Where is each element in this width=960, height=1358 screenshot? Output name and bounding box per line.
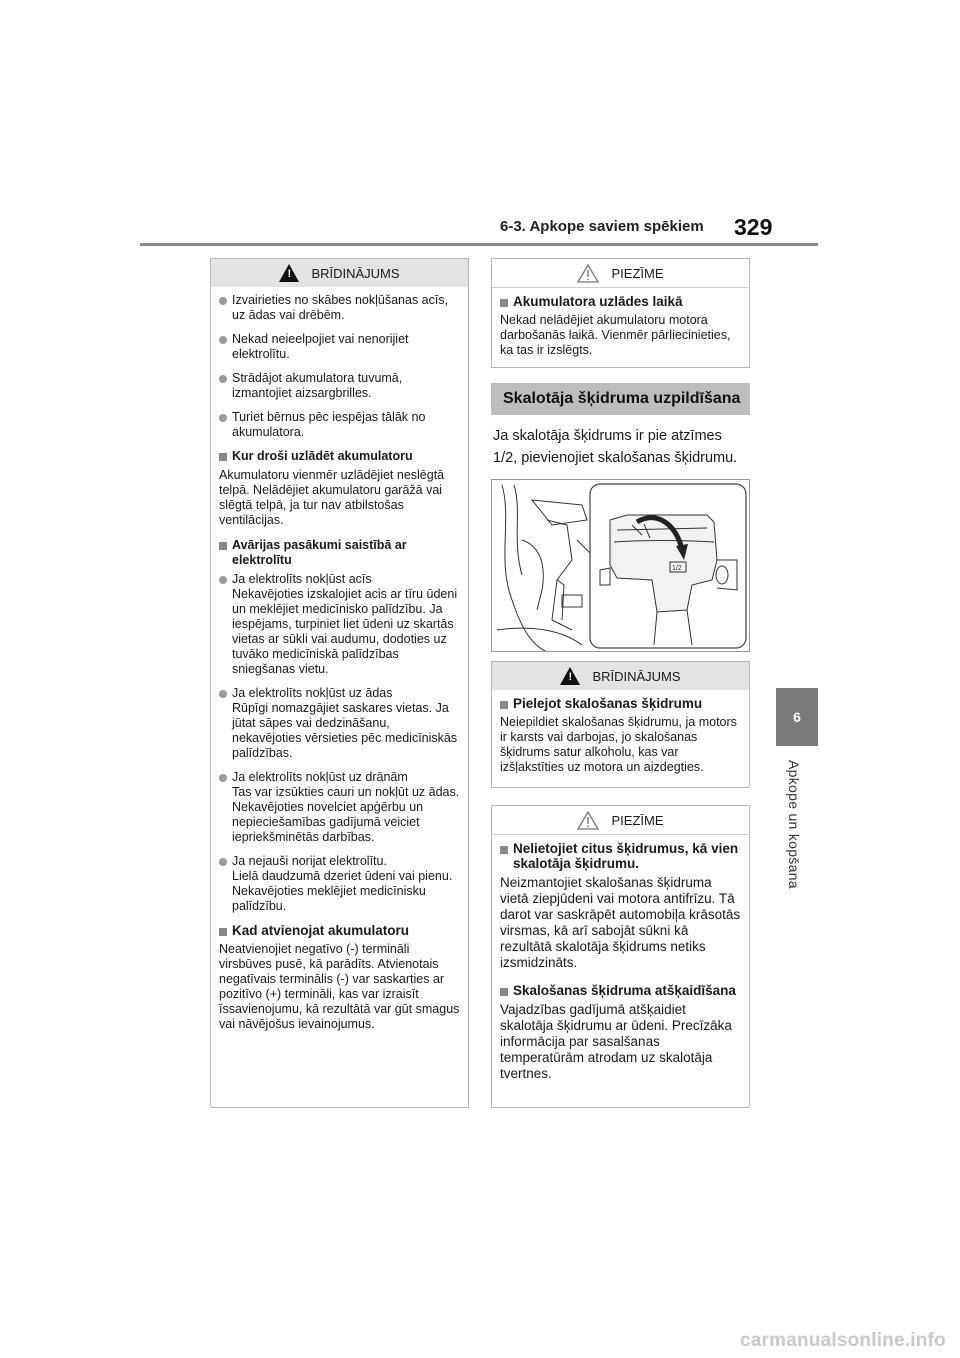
caution-icon: [577, 264, 599, 283]
bullet-icon: [219, 375, 227, 383]
svg-text:1/2: 1/2: [672, 565, 682, 572]
chapter-tab: [776, 688, 818, 746]
square-bullet-icon: [219, 542, 227, 550]
bullet-icon: [219, 690, 227, 698]
paragraph: Vajadzības gadījumā atšķaidiet skalotāja šķidrumu ar ūdeni. Precīzāka informācija par sasalšanas temperatūrām atrodam uz skalotāja tvertnes.: [500, 1002, 732, 1081]
note-title: PIEZĪME: [611, 265, 664, 281]
square-bullet-icon: [500, 988, 508, 996]
page-number: 329: [734, 214, 773, 240]
list-item: Ja elektrolīts nokļūst uz drānām Tas var izsūkties cauri un nokļūt uz ādas. Nekavējoties novelciet apģērbu un nepieciešamības gadījumā veiciet iepriekšminētās darbības.: [219, 770, 460, 845]
intro-text: Ja skalotāja šķidrums ir pie atzīmes 1/2, pievienojiet skalošanas šķidrumu.: [493, 428, 738, 466]
square-bullet-icon: [500, 846, 508, 854]
washer-reservoir-illustration: [491, 479, 750, 652]
note-box-header: [492, 259, 749, 288]
subheading: Avārijas pasākumi saistībā ar elektrolītu: [219, 538, 460, 568]
paragraph: Akumulatoru vienmēr uzlādējiet neslēgtā telpā. Nelādējiet akumulatoru garāžā vai slēgtā telpā, ja tur nav atbilstošas ventilācijas.: [219, 468, 445, 527]
list-item: Ja elektrolīts nokļūst acīs Nekavējoties izskalojiet acis ar tīru ūdeni un meklējiet medicīnisko palīdzību. Ja iespējams, turpiniet liet ūdeni uz skartās vietas ar sūkli vai audumu, dodoties uz tuvāko medicīniskā palīdzības sniegšanas vietu.: [219, 572, 460, 677]
paragraph: Neatvienojiet negatīvo (-) termināli virsbūves pusē, kā parādīts. Atvienotais negatīvais terminālis (-) var saskarties ar pozitīvo (+) termināli, kas var izraisīt īssavienojumu, kā rezultātā var gūt smagus vai nāvējošus ievainojumus.: [219, 942, 460, 1031]
chapter-number: 6: [793, 709, 801, 725]
warning-title: BRĪDINĀJUMS: [311, 265, 400, 281]
note-box-bottom: [491, 805, 750, 1108]
note-title: PIEZĪME: [611, 812, 664, 828]
bullet-icon: [219, 297, 227, 305]
warning-box-left: [210, 258, 469, 1108]
list-item: Strādājot akumulatora tuvumā, izmantojiet aizsargbrilles.: [219, 371, 460, 401]
warning-icon: [560, 667, 580, 685]
section-title: Skalotāja šķidruma uzpildīšana: [491, 383, 750, 415]
section-header: 6-3. Apkope saviem spēkiem: [500, 218, 704, 235]
list-item: Ja elektrolīts nokļūst uz ādas Rūpīgi nomazgājiet saskares vietas. Ja jūtat sāpes vai dedzināšanu, nekavējoties vērsieties pēc medicīniskās palīdzības.: [219, 686, 460, 761]
subheading: Skalošanas šķidruma atšķaidīšana: [500, 983, 741, 998]
bullet-icon: [219, 414, 227, 422]
warning-box-right: [491, 661, 750, 788]
subheading: Nelietojiet citus šķidrumus, kā vien skalotāja šķidrumu.: [500, 841, 741, 871]
subheading: Pielejot skalošanas šķidrumu: [500, 696, 741, 711]
bullet-icon: [219, 336, 227, 344]
subheading: Kur droši uzlādēt akumulatoru: [219, 449, 460, 464]
list-item: Izvairieties no skābes nokļūšanas acīs, uz ādas vai drēbēm.: [219, 293, 460, 323]
watermark: carmanualsonline.info: [740, 1330, 946, 1351]
subheading: Kad atvienojat akumulatoru: [219, 923, 460, 938]
warning-icon: [279, 264, 299, 282]
subheading: Akumulatora uzlādes laikā: [500, 294, 741, 309]
list-item: Nekad neieelpojiet vai nenorijiet elektrolītu.: [219, 332, 460, 362]
caution-icon: [577, 811, 599, 830]
square-bullet-icon: [219, 928, 227, 936]
paragraph: Neiepildiet skalošanas šķidrumu, ja motors ir karsts vai darbojas, jo skalošanas šķidrums satur alkoholu, kas var izšļakstīties uz motora un aizdegties.: [500, 715, 737, 774]
bullet-icon: [219, 858, 227, 866]
note-box-top: [491, 258, 750, 368]
bullet-icon: [219, 576, 227, 584]
square-bullet-icon: [500, 299, 508, 307]
list-item: Turiet bērnus pēc iespējas tālāk no akumulatora.: [219, 410, 460, 440]
engine-bay-drawing: [492, 480, 750, 652]
list-item: Ja nejauši norijat elektrolītu. Lielā daudzumā dzeriet ūdeni vai pienu. Nekavējoties meklējiet medicīnisku palīdzību.: [219, 854, 460, 914]
warning-box-header: [492, 662, 749, 690]
paragraph: Nekad nelādējiet akumulatoru motora darbošanās laikā. Vienmēr pārliecinieties, ka tas ir izslēgts.: [500, 313, 731, 357]
square-bullet-icon: [219, 453, 227, 461]
square-bullet-icon: [500, 701, 508, 709]
warning-box-header: [211, 259, 468, 287]
header-rule: [140, 243, 818, 246]
chapter-label: Apkope un kopšana: [786, 760, 802, 889]
paragraph: Neizmantojiet skalošanas šķidruma vietā ziepjūdeni vai motora antifrīzu. Tā darot var saskrāpēt automobiļa krāsotās virsmas, kā arī sabojāt sūkni kā rezultātā skalotāja šķidrums netiks izsmidzināts.: [500, 875, 741, 970]
bullet-icon: [219, 774, 227, 782]
warning-title: BRĪDINĀJUMS: [592, 668, 681, 684]
note-box-header: [492, 806, 749, 835]
